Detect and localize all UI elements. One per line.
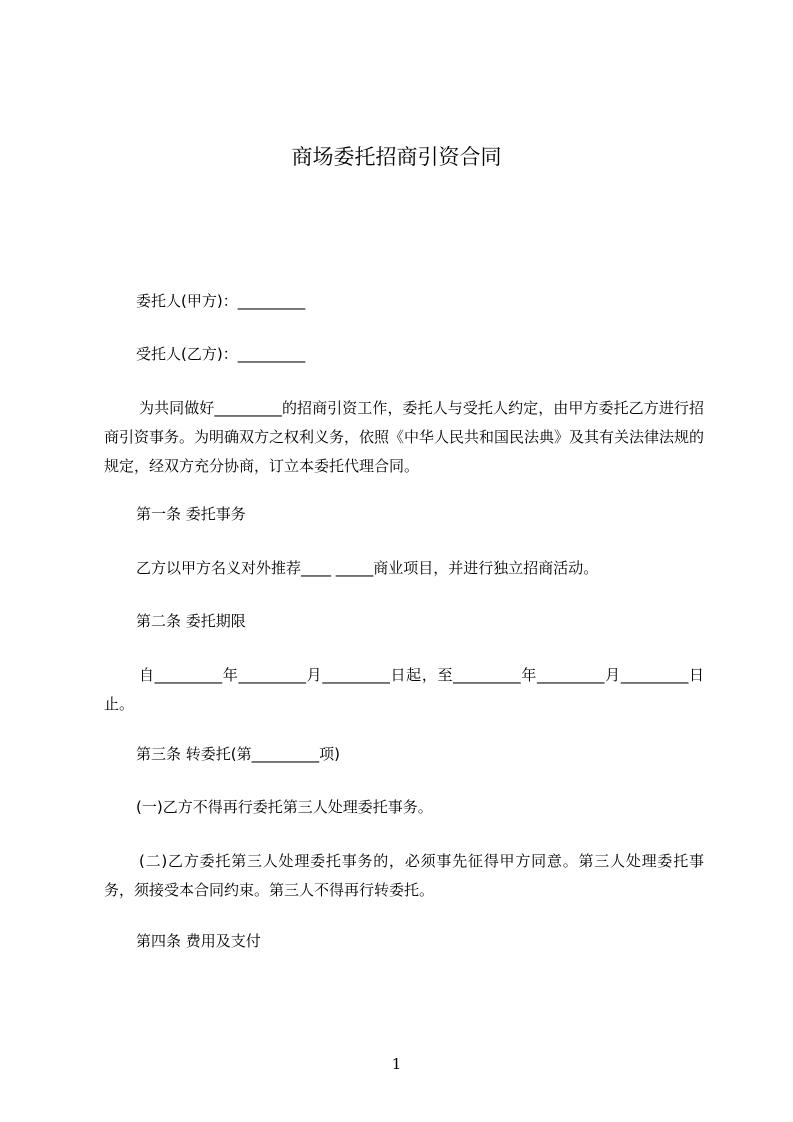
party-a-line: 委托人(甲方)：_________ (136, 292, 306, 310)
document-title: 商场委托招商引资合同 (291, 145, 502, 169)
article-3-item-2: (二)乙方委托第三人处理委托事务的，必须事先征得甲方同意。第三人处理委托事务，须接受本合同约束。第三人不得再行转委托。 (104, 852, 704, 899)
article-3-item-1: (一)乙方不得再行委托第三人处理委托事务。 (136, 798, 433, 816)
page-number: 1 (391, 1055, 402, 1073)
article-1-title: 第一条 委托事务 (136, 505, 246, 523)
article-3-title: 第三条 转委托(第_________项) (136, 745, 340, 763)
article-2-title: 第二条 委托期限 (136, 612, 246, 630)
intro-paragraph: 为共同做好_________的招商引资工作，委托人与受托人约定，由甲方委托乙方进行招商引资事务。为明确双方之权利义务，依照《中华人民共和国民法典》及其有关法律法规的规定，经双方充分协商，订立本委托代理合同。 (104, 399, 705, 475)
article-2-body: 自_________年_________月_________日起，至_________年_________月_________日止。 (104, 666, 704, 713)
party-b-line: 受托人(乙方)：_________ (136, 345, 306, 363)
article-4-title: 第四条 费用及支付 (136, 932, 261, 950)
article-1-body: 乙方以甲方名义对外推荐____ _____商业项目，并进行独立招商活动。 (136, 559, 599, 577)
